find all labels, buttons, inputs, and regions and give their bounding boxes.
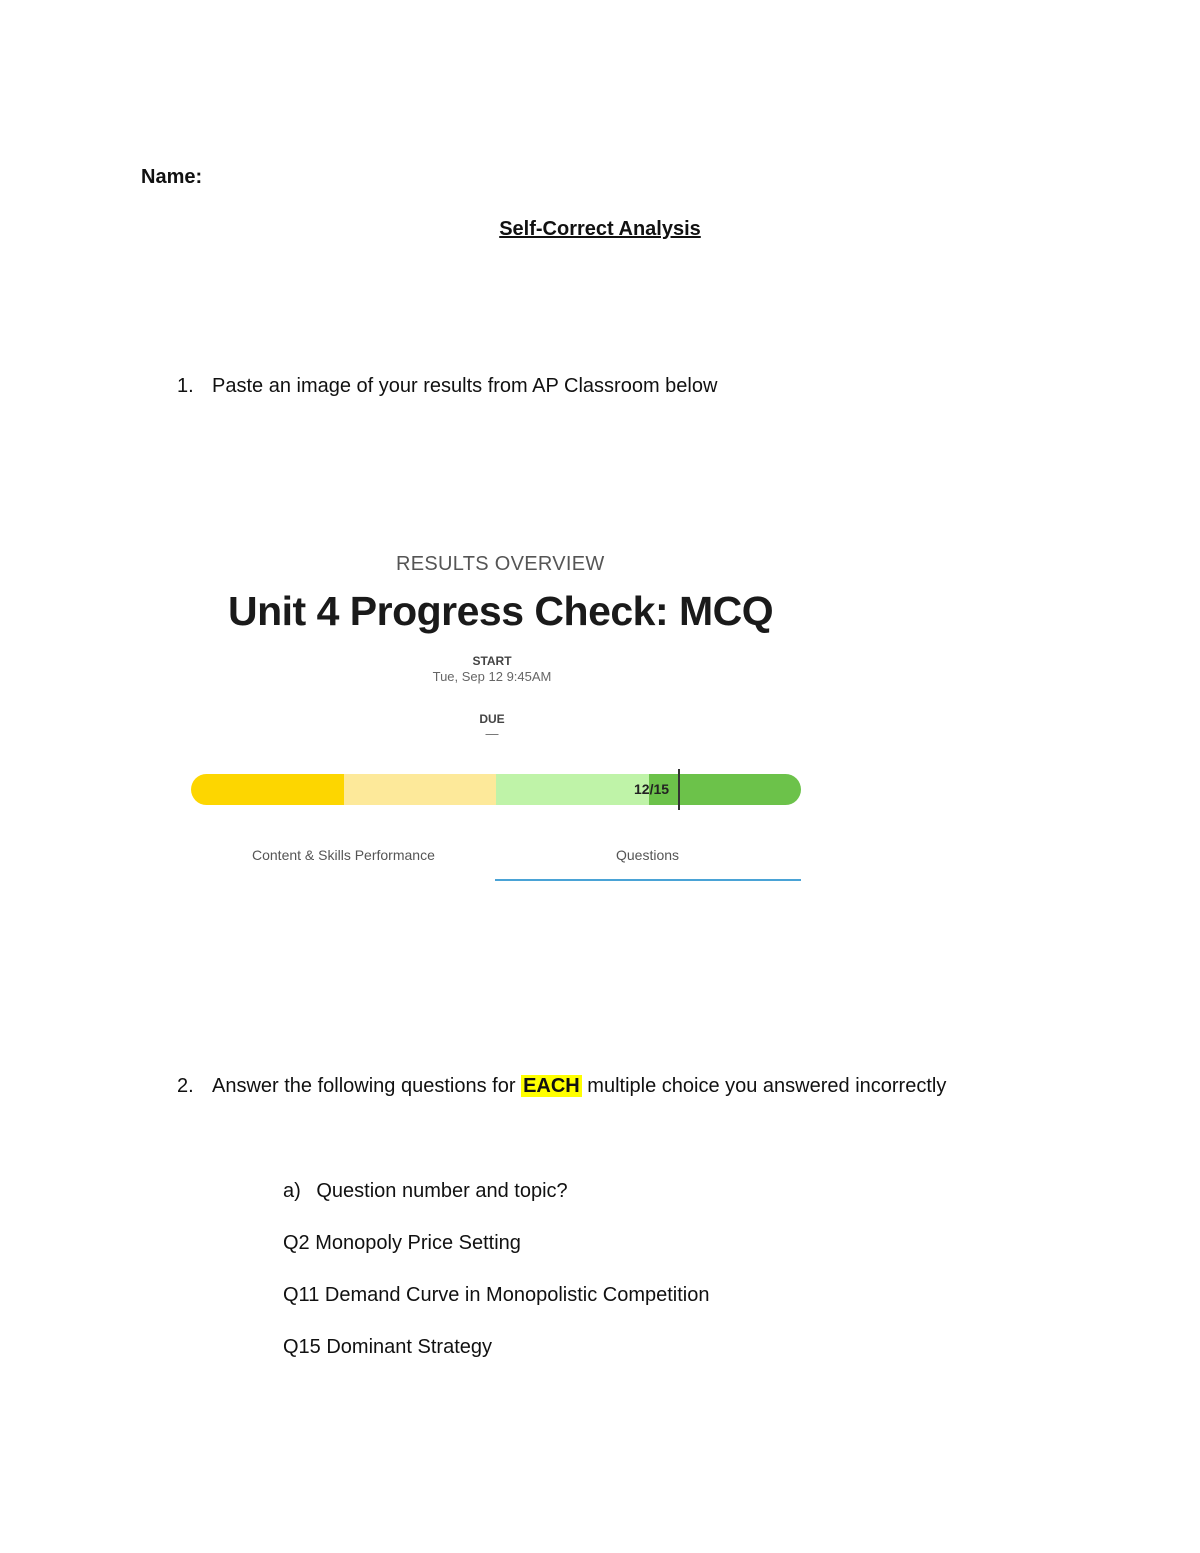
start-value: Tue, Sep 12 9:45AM [432, 669, 552, 684]
question-2-highlight: EACH [523, 1075, 580, 1097]
question-1-number: 1. [177, 375, 194, 397]
score-marker [678, 769, 680, 810]
question-2 [0, 1075, 1200, 1101]
tab-content-skills[interactable]: Content & Skills Performance [252, 847, 435, 863]
results-overview-label: RESULTS OVERVIEW [396, 553, 605, 575]
sub-question-text: Question number and topic? [316, 1180, 568, 1202]
question-1 [0, 375, 1200, 401]
question-1-text: Paste an image of your results from AP Classroom below [212, 375, 718, 397]
sub-question-label: a) [283, 1180, 301, 1202]
tab-questions[interactable]: Questions [616, 847, 680, 863]
answer-line: Q11 Demand Curve in Monopolistic Competition [283, 1284, 710, 1306]
start-label: START [472, 654, 512, 668]
sub-question-a [283, 1180, 568, 1203]
question-2-number: 2. [177, 1075, 194, 1097]
score-text: 12/15 [634, 781, 670, 797]
due-label: DUE [479, 712, 505, 726]
score-marker-area [191, 774, 801, 805]
active-tab-underline [495, 879, 801, 881]
results-title: Unit 4 Progress Check: MCQ [228, 588, 774, 634]
question-2-text [212, 1075, 946, 1098]
question-2-text-before: Answer the following questions for [212, 1075, 522, 1097]
answer-line: Q2 Monopoly Price Setting [283, 1232, 521, 1254]
name-label: Name: [141, 166, 203, 188]
document-title: Self-Correct Analysis [499, 218, 701, 240]
due-value: — [485, 726, 499, 741]
answer-line: Q15 Dominant Strategy [283, 1336, 492, 1358]
question-2-text-after: multiple choice you answered incorrectly [581, 1075, 947, 1097]
